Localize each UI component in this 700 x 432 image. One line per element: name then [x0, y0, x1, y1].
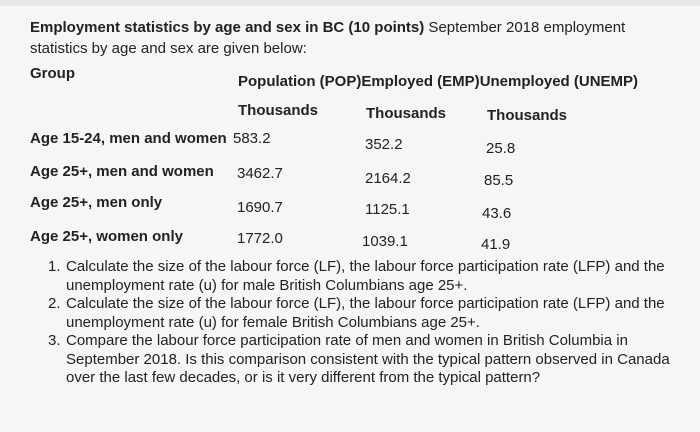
unit-pop: Thousands — [238, 102, 319, 119]
problem-title-rest: September 2018 employment — [424, 19, 626, 36]
cell-pop: 583.2 — [233, 130, 271, 147]
question-text: Compare the labour force participation rate of men and women in British Columbia in September 2018. Is this comparison consistent with the typical pattern observed in Canada over the last few decades, or is it very different from the typical pattern? — [66, 332, 670, 386]
question-item — [48, 295, 688, 332]
question-list — [48, 258, 688, 388]
cell-unemp: 85.5 — [484, 172, 514, 189]
problem-title — [30, 19, 625, 37]
header-group: Group — [30, 65, 75, 82]
header-population — [238, 73, 638, 91]
question-item — [48, 258, 688, 295]
cell-pop: 1690.7 — [237, 199, 283, 216]
question-number: 2. — [48, 295, 61, 312]
header-emp-label: Employed (EMP) — [361, 73, 480, 90]
question-text: Calculate the size of the labour force (LF), the labour force participation rate (LFP) and the unemployment rate (u) for male British Columbians age 25+. — [66, 258, 665, 294]
problem-title-bold: Employment statistics by age and sex in BC (10 points) — [30, 19, 425, 36]
cell-pop: 1772.0 — [237, 230, 283, 247]
row-label: Age 25+, men only — [30, 194, 163, 211]
problem-subtitle: statistics by age and sex are given below: — [30, 40, 307, 57]
cell-unemp: 25.8 — [486, 140, 516, 157]
cell-emp: 1039.1 — [362, 233, 408, 250]
cell-unemp: 43.6 — [482, 205, 512, 222]
question-number: 3. — [48, 332, 61, 349]
question-item — [48, 332, 688, 388]
row-label: Age 25+, women only — [30, 228, 183, 245]
row-label: Age 25+, men and women — [30, 163, 214, 180]
cell-emp: 1125.1 — [365, 201, 410, 218]
cell-emp: 2164.2 — [365, 170, 411, 187]
cell-emp: 352.2 — [365, 136, 403, 153]
header-unemp-label: Unemployed (UNEMP) — [479, 73, 639, 90]
cell-pop: 3462.7 — [237, 165, 283, 182]
question-number: 1. — [48, 258, 61, 275]
header-pop-label: Population (POP) — [238, 73, 362, 90]
row-label: Age 15-24, men and women — [30, 130, 227, 147]
unit-emp: Thousands — [366, 105, 447, 122]
unit-unemp: Thousands — [487, 107, 568, 124]
top-bar — [0, 0, 700, 6]
cell-unemp: 41.9 — [481, 236, 511, 253]
question-text: Calculate the size of the labour force (LF), the labour force participation rate (LFP) and the unemployment rate (u) for female British Columbians age 25+. — [66, 295, 665, 331]
